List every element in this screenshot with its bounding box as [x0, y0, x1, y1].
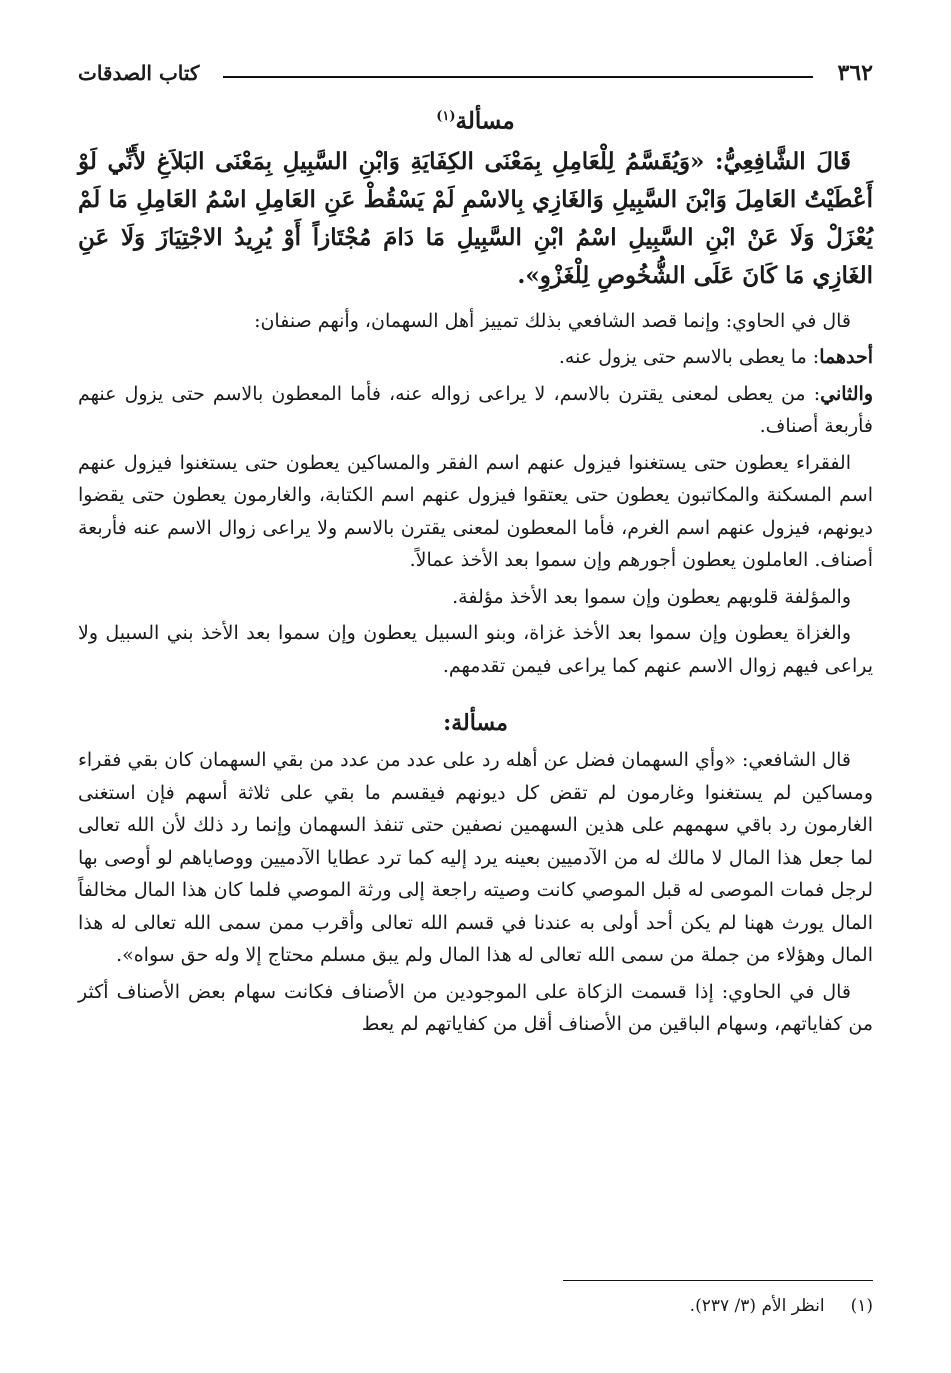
paragraph-second-kind	[78, 378, 873, 443]
running-title: كتاب الصدقات	[78, 61, 200, 85]
paragraph: والغزاة يعطون وإن سموا بعد الأخذ غزاة، وبنو السبيل يعطون وإن سموا بعد الأخذ بني السبيل ولا يراعى فيهم زوال الاسم عنهم كما يراعى فيمن تقدمهم.	[78, 622, 873, 677]
term-label: أحدهما	[819, 346, 873, 369]
paragraph: قال الشافعي: «وأي السهمان فضل عن أهله رد على عدد من عدد من بقي السهمان كان بقي فقراء ومساكين لم يستغنوا وغارمون لم تقض كل ديونهم فيقسم ما بقي على ثلاثة أسهم فإن استغنى الغارمون رد باقي سهمهم على هذين السهمين نصفين حتى تنفذ السهمان وإنما رد ذلك لأن الله تعالى لما جعل هذا المال لا مالك له من الآدميين بعينه يرد إليه كما ترد عطايا الآدميين ووصاياهم لو أوصى بها لرجل فمات الموصى له قبل الموصي كانت وصيته راجعة إلى ورثة الموصي فلما كان هذا المال مخالفاً المال يورث ههنا لم يكن أحد أولى به عندنا في قسم الله تعالى وأقرب ممن سمى الله تعالى له هذا المال وهؤلاء من جملة من سمى الله تعالى له هذا المال ولم يبق مسلم محتاج إلا وله حق سواه».	[78, 749, 873, 967]
footnote-divider	[563, 1280, 873, 1281]
header-rule	[223, 76, 813, 78]
footnote-text: انظر الأم (٣/ ٢٣٧).	[689, 1296, 825, 1316]
footnote	[690, 1294, 873, 1318]
section-heading-text: مسألة	[455, 107, 515, 135]
term-label: والثاني	[820, 382, 873, 405]
footnote-number: (١)	[850, 1296, 873, 1316]
section-heading-2: مسألة:	[443, 710, 508, 737]
term-text: : ما يعطى بالاسم حتى يزول عنه.	[558, 346, 820, 369]
page-number: ٣٦٢	[837, 60, 873, 86]
paragraph: الفقراء يعطون حتى يستغنوا فيزول عنهم اسم الفقر والمساكين يعطون حتى يستغنوا فيزول عنهم اسم المسكنة والمكاتبون يعطون حتى يعتقوا فيزول عنهم اسم الكتابة، والغارمون يعطون حتى يقضوا ديونهم، فيزول عنهم اسم الغرم، فأما المعطون لمعنى يقترن بالاسم ولا يراعى زوال الاسم عنه فأربعة أصناف. العاملون يعطون أجورهم وإن سموا بعد الأخذ عمالاً.	[78, 451, 873, 572]
section-heading-1	[78, 102, 873, 137]
paragraph-first-kind	[78, 341, 873, 374]
paragraph: والمؤلفة قلوبهم يعطون وإن سموا بعد الأخذ مؤلفة.	[452, 585, 851, 608]
page-header	[78, 58, 873, 98]
book-page	[78, 58, 873, 1358]
term-text: : من يعطى لمعنى يقترن بالاسم، لا يراعى زواله عنه، فأما المعطون بالاسم حتى يزول عنهم فأربعة أصناف.	[78, 382, 873, 438]
paragraph: قال في الحاوي: إذا قسمت الزكاة على الموجودين من الأصناف فكانت سهام بعض الأصناف أكثر من كفاياتهم، وسهام الباقين من الأصناف أقل من كفاياتهم لم يعط	[78, 980, 873, 1036]
paragraph: قال في الحاوي: وإنما قصد الشافعي بذلك تمييز أهل السهمان، وأنهم صنفان:	[254, 309, 851, 332]
shafii-quote-1: قَالَ الشَّافِعِيُّ: «وَيُقَسَّمُ لِلْعَامِلِ بِمَعْنَى الكِفَايَةِ وَابْنِ السَّبِيلِ بِمَعْنَى البَلاَغِ لأَنِّي لَوْ أَعْطَيْتُ العَامِلَ وَابْنَ السَّبِيلِ وَالغَازِي بِالاسْمِ لَمْ يَسْقُطْ عَنِ العَامِلِ اسْمُ العَامِلِ مَا لَمْ يُعْزَلْ وَلَا عَنْ ابْنِ السَّبِيلِ اسْمُ ابْنِ السَّبِيلِ مَا دَامَ مُجْتَازاً أَوْ يُرِيدُ الاجْتِيَازَ وَلَا عَنِ الغَازِي مَا كَانَ عَلَى الشُّخُوصِ لِلْغَزْوِ».	[78, 147, 873, 289]
footnote-ref: (١)	[436, 109, 456, 124]
